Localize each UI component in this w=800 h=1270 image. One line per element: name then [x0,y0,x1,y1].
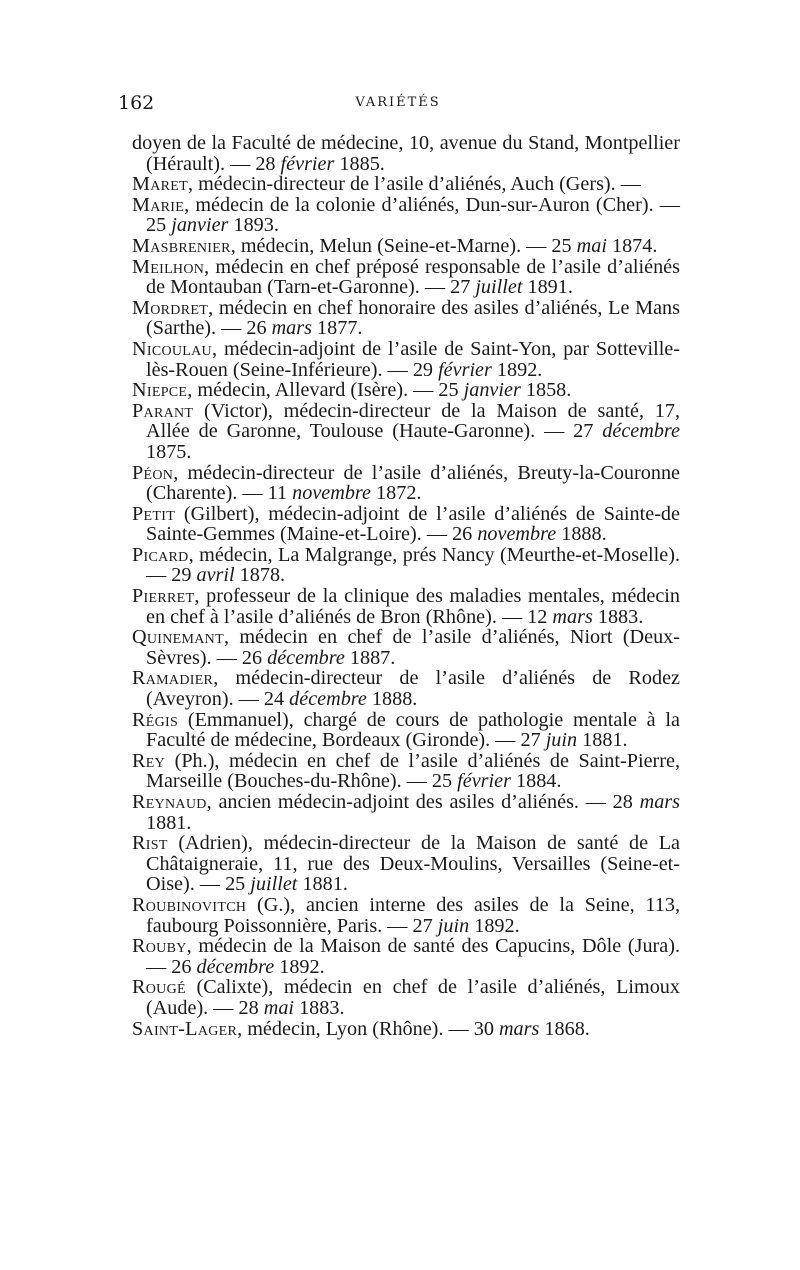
directory-entry [132,936,680,977]
entry-description: , médecin, Melun (Seine-et-Marne). — [230,234,547,257]
entry-date-year: 1858. [525,379,572,402]
entry-date-day: 28 [255,152,276,175]
entry-date-year: 1875. [146,440,192,463]
entry-date [407,915,519,937]
entry-description: (Gilbert), médecin-adjoint de l’asile d’aliénés de Sainte-de Sainte-Gemmes (Maine-et-Loire). — [146,502,680,546]
entry-date [166,564,285,586]
entry-date-month: février [280,152,335,175]
entry-date-day: 12 [527,605,548,628]
entry-date [408,359,543,381]
entry-date-day: 28 [238,996,259,1019]
entry-description: , ancien médecin-adjoint des asiles d’aliénés. — [206,791,606,813]
entry-date [522,606,643,628]
entry-date [445,276,573,298]
entry-date-month: mars [639,791,680,813]
entry-date [237,647,395,669]
entry-name: Meilhon [132,255,205,278]
entry-name: Pierret [132,585,195,608]
entry-date-year: 1874. [611,234,658,257]
entry-date-day: 11 [267,482,288,505]
entry-description: doyen de la Faculté de médecine, 10, avenue du Stand, Montpellier (Hérault). — [132,132,680,175]
entry-date-year: 1878. [239,564,286,587]
entry-date-month: janvier [463,379,521,402]
entry-date-month: juillet [250,873,298,896]
entry-date [469,1018,590,1040]
directory-entry [132,586,680,627]
entry-date [259,688,417,710]
directory-entry [132,751,680,792]
entry-description: , médecin-adjoint de l’asile de Saint-Yon, par Sotteville-lès-Rouen (Seine-Inférieure). — [146,337,680,381]
entry-name: Petit [132,502,176,525]
directory-entries [132,133,680,1039]
entry-description: (Victor), médecin-directeur de la Maison de santé, 17, Allée de Garonne, Toulouse (Haute-Garonne). — [146,399,680,443]
page-number: 162 [118,92,155,114]
entry-name: Péon [132,461,174,484]
entry-description: , médecin en chef préposé responsable de l’asile d’aliénés de Montauban (Tarn-et-Garonne). — [146,255,680,299]
entry-date-year: 1892. [496,358,543,381]
entry-date-year: 1883. [597,605,644,628]
entry-date-month: novembre [477,523,557,546]
directory-entry [132,545,680,586]
entry-date-year: 1888. [561,523,607,546]
entry-date-month: février [438,358,492,381]
entry-name: Ramadier [132,667,214,690]
directory-entry [132,195,680,236]
entry-date-day: 25 [146,214,167,237]
entry-date-year: 1892. [474,914,520,937]
entry-name: Niepce [132,379,188,402]
entry-name: Maret [132,173,189,196]
entry-description: (G.), ancien interne des asiles de la Seine, 113, faubourg Poissonnière, Paris. — [146,893,680,937]
entry-description: (Calixte), médecin en chef de l’asile d’aliénés, Limoux (Aude). — [146,976,680,1019]
entry-name: Rist [132,832,168,855]
directory-entry [132,1019,680,1040]
entry-name: Parant [132,399,194,422]
entry-name: Picard [132,543,189,566]
entry-date-year: 1868. [544,1017,590,1040]
entry-description: (Ph.), médecin en chef de l’asile d’aliénés de Saint-Pierre, Marseille (Bouches-du-Rhône). — [146,749,680,793]
entry-date-year: 1881. [582,729,628,752]
entry-date-month: avril [196,564,235,587]
entry-date [146,214,279,236]
directory-entry [132,463,680,504]
running-title: VARIÉTÉS [355,95,441,110]
directory-entry [132,257,680,298]
entry-date-month: janvier [171,214,229,237]
entry-date-day: 29 [412,358,434,381]
entry-date-day: 29 [171,564,192,587]
entry-date-month: février [457,770,511,793]
directory-entry [132,236,680,257]
entry-date-month: mai [576,234,607,257]
entry-date-day: 26 [246,317,267,340]
entry-description: , médecin de la Maison de santé des Capucins, Dôle (Jura). — [146,935,680,978]
entry-date-day: 25 [551,234,572,257]
directory-entry [132,668,680,709]
entry-date-month: décembre [602,420,680,443]
entry-date-day: 25 [431,770,453,793]
entry-date-year: 1881. [146,811,192,834]
directory-entry [132,504,680,545]
entry-date [233,997,344,1019]
entry-description: , médecin-directeur de l’asile d’aliénés, Breuty-la-Couronne (Charente). — [146,461,680,505]
entry-date-year: 1891. [527,276,573,299]
entry-date-month: juin [437,914,470,937]
entry-description: , médecin-directeur de l’asile d’aliénés, Auch (Gers). — [188,173,641,196]
entry-date-year: 1883. [299,996,345,1019]
entry-date-day: 26 [241,646,263,669]
directory-entry [132,710,680,751]
entry-date-month: mars [271,317,312,340]
entry-description: , médecin, Lyon (Rhône). — [237,1017,469,1040]
entry-date-day: 26 [452,523,473,546]
entry-date [447,523,607,545]
directory-entry [132,627,680,668]
entry-date-year: 1877. [317,317,363,340]
directory-entry [132,133,680,174]
entry-date [220,873,348,895]
entry-description: , professeur de la clinique des maladies mentales, médecin en chef à l’asile d’aliénés de Bron (Rhône). — [146,585,680,628]
entry-date-day: 24 [263,688,285,711]
entry-date-month: décembre [196,955,275,978]
entry-name: Saint-Lager [132,1017,238,1040]
entry-name: Rougé [132,976,186,999]
entry-date-day: 27 [573,420,594,443]
entry-date [166,956,324,978]
entry-date-month: décembre [289,688,367,711]
directory-entry [132,792,680,833]
entry-date-day: 30 [473,1017,494,1040]
directory-entry [132,339,680,380]
entry-date [241,317,362,339]
entry-name: Roubinovitch [132,893,247,916]
entry-date-year: 1887. [349,646,396,669]
entry-date-year: 1885. [339,152,385,175]
entry-date-month: juin [545,729,578,752]
entry-name: Masbrenier [132,234,231,257]
entry-date-year: 1881. [302,873,348,896]
entry-description: , médecin en chef de l’asile d’aliénés, Niort (Deux-Sèvres). — [146,626,680,669]
entry-date-year: 1892. [279,955,325,978]
running-head [118,92,678,116]
entry-date-day: 27 [412,914,433,937]
directory-entry [132,401,680,463]
directory-entry [132,380,680,401]
entry-name: Nicoulau [132,337,212,360]
entry-date-day: 28 [612,791,633,813]
entry-date-year: 1872. [376,482,422,505]
entry-description: (Adrien), médecin-directeur de la Maison de santé de La Châtaigneraie, 11, rue des Deux-Moulins, Versailles (Seine-et-Oise). — [146,832,680,896]
entry-date-day: 27 [450,276,471,299]
directory-entry [132,895,680,936]
entry-date [515,729,627,751]
entry-name: Rey [132,749,166,772]
entry-date-year: 1893. [233,214,279,237]
entry-name: Quinemant [132,626,224,649]
entry-date [433,379,571,401]
entry-date-month: juillet [475,276,523,299]
entry-date-day: 27 [520,729,541,752]
entry-date-year: 1888. [371,688,418,711]
directory-entry [132,174,680,195]
directory-entry [132,977,680,1018]
entry-description: , médecin de la colonie d’aliénés, Dun-sur-Auron (Cher). — [184,193,680,216]
entry-date-year: 1884. [516,770,562,793]
entry-date-month: novembre [292,482,371,505]
entry-date-month: mai [263,996,295,1019]
entry-date [546,235,657,257]
entry-date-day: 25 [225,873,246,896]
entry-date-day: 25 [438,379,459,402]
entry-name: Marie [132,193,185,216]
directory-entry [132,833,680,895]
entry-date-day: 26 [171,955,192,978]
entry-description: (Emmanuel), chargé de cours de pathologie mentale à la Faculté de médecine, Bordeaux (Gironde). — [146,708,680,752]
entry-date [250,153,385,175]
directory-entry [132,298,680,339]
entry-description: , médecin, La Malgrange, prés Nancy (Meurthe-et-Moselle). — [146,543,680,587]
entry-description: , médecin-directeur de l’asile d’aliénés de Rodez (Aveyron). — [146,667,680,711]
entry-date-month: mars [498,1017,540,1040]
entry-date-month: mars [552,605,593,628]
entry-date [263,482,422,504]
entry-date-month: décembre [267,646,345,669]
entry-name: Rouby [132,935,187,958]
entry-name: Mordret [132,296,209,319]
entry-description: , médecin en chef honoraire des asiles d’aliénés, Le Mans (Sarthe). — [146,296,680,340]
entry-description: , médecin, Allevard (Isère). — [187,379,434,402]
entry-name: Régis [132,708,179,731]
entry-name: Reynaud [132,791,207,813]
entry-date [427,770,562,792]
